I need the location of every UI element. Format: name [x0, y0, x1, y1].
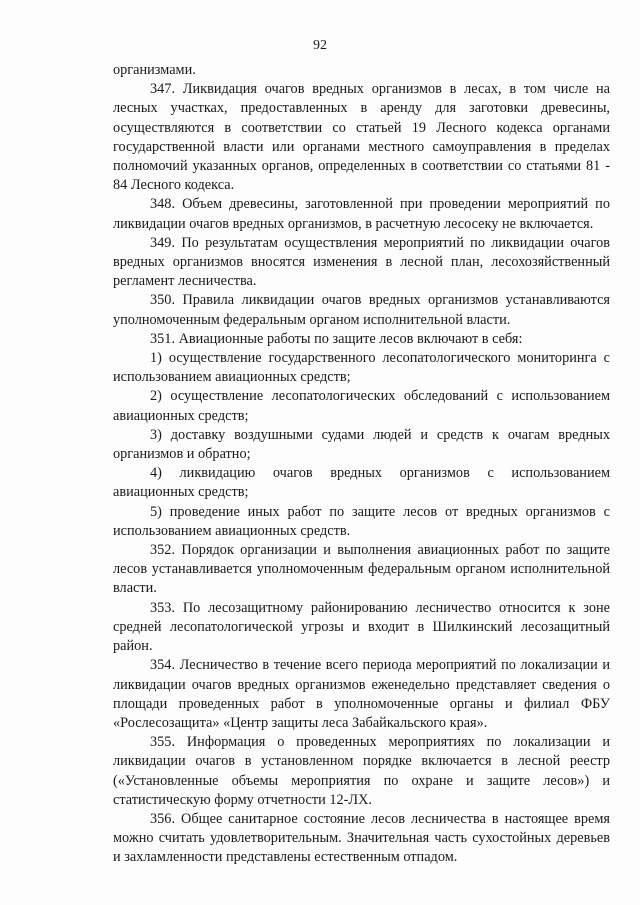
list-item: 3) доставку воздушными судами людей и средств к очагам вредных организмов и обратно;: [113, 426, 610, 463]
paragraph: 354. Лесничество в течение всего периода мероприятий по локализации и ликвидации очагов вредных организмов еженедельно представляет сведения о площади проведенных работ в уполномоченные органы и филиал ФБУ «Рослесозащита» «Центр защиты леса Забайкальского края».: [113, 657, 610, 731]
paragraph: 352. Порядок организации и выполнения авиационных работ по защите лесов устанавливается уполномоченным федеральным органом исполнительной власти.: [113, 542, 610, 597]
paragraph: 356. Общее санитарное состояние лесов лесничества в настоящее время можно считать удовлетворительным. Значительная часть сухостойных деревьев и захламленности представлены естественным отпадом.: [113, 810, 610, 866]
list-item: 4) ликвидацию очагов вредных организмов с использованием авиационных средств;: [113, 465, 610, 501]
paragraph: 347. Ликвидация очагов вредных организмов в лесах, в том числе на лесных участках, предоставленных в аренду для заготовки древесины, осуществляются в соответствии со статьей 19 Лесного кодекса органами государственной власти или органами местного самоуправления в пределах полномочий указанных органов, определенных в соответствии со статьями 81 - 84 Лесного кодекса.: [113, 81, 610, 194]
list-item: 5) проведение иных работ по защите лесов от вредных организмов с использованием авиационных средств.: [113, 503, 610, 539]
paragraph: 348. Объем древесины, заготовленной при проведении мероприятий по ликвидации очагов вредных организмов, в расчетную лесосеку не включается.: [113, 196, 610, 232]
page-number: 92: [313, 38, 327, 53]
paragraph: 349. По результатам осуществления мероприятий по ликвидации очагов вредных организмов вносятся изменения в лесной план, лесохозяйственный регламент лесничества.: [113, 234, 610, 290]
paragraph: 351. Авиационные работы по защите лесов включают в себя:: [150, 330, 523, 347]
paragraph: 355. Информация о проведенных мероприятиях по локализации и ликвидации очагов в установленном порядке включается в лесной реестр («Установленные объемы мероприятия по охране и защите лесов») и статистическую форму отчетности 12-ЛХ.: [113, 734, 610, 808]
paragraph: 350. Правила ликвидации очагов вредных организмов устанавливаются уполномоченным федеральным органом исполнительной власти.: [113, 292, 610, 328]
paragraph: организмами.: [113, 62, 196, 78]
list-item: 1) осуществление государственного лесопатологического мониторинга с использованием авиационных средств;: [113, 350, 610, 386]
document-body: [113, 61, 610, 868]
paragraph: 353. По лесозащитному районированию лесничество относится к зоне средней лесопатологической угрозы и входит в Шилкинский лесозащитный район.: [113, 599, 610, 655]
list-item: 2) осуществление лесопатологических обследований с использованием авиационных средств;: [113, 388, 610, 424]
